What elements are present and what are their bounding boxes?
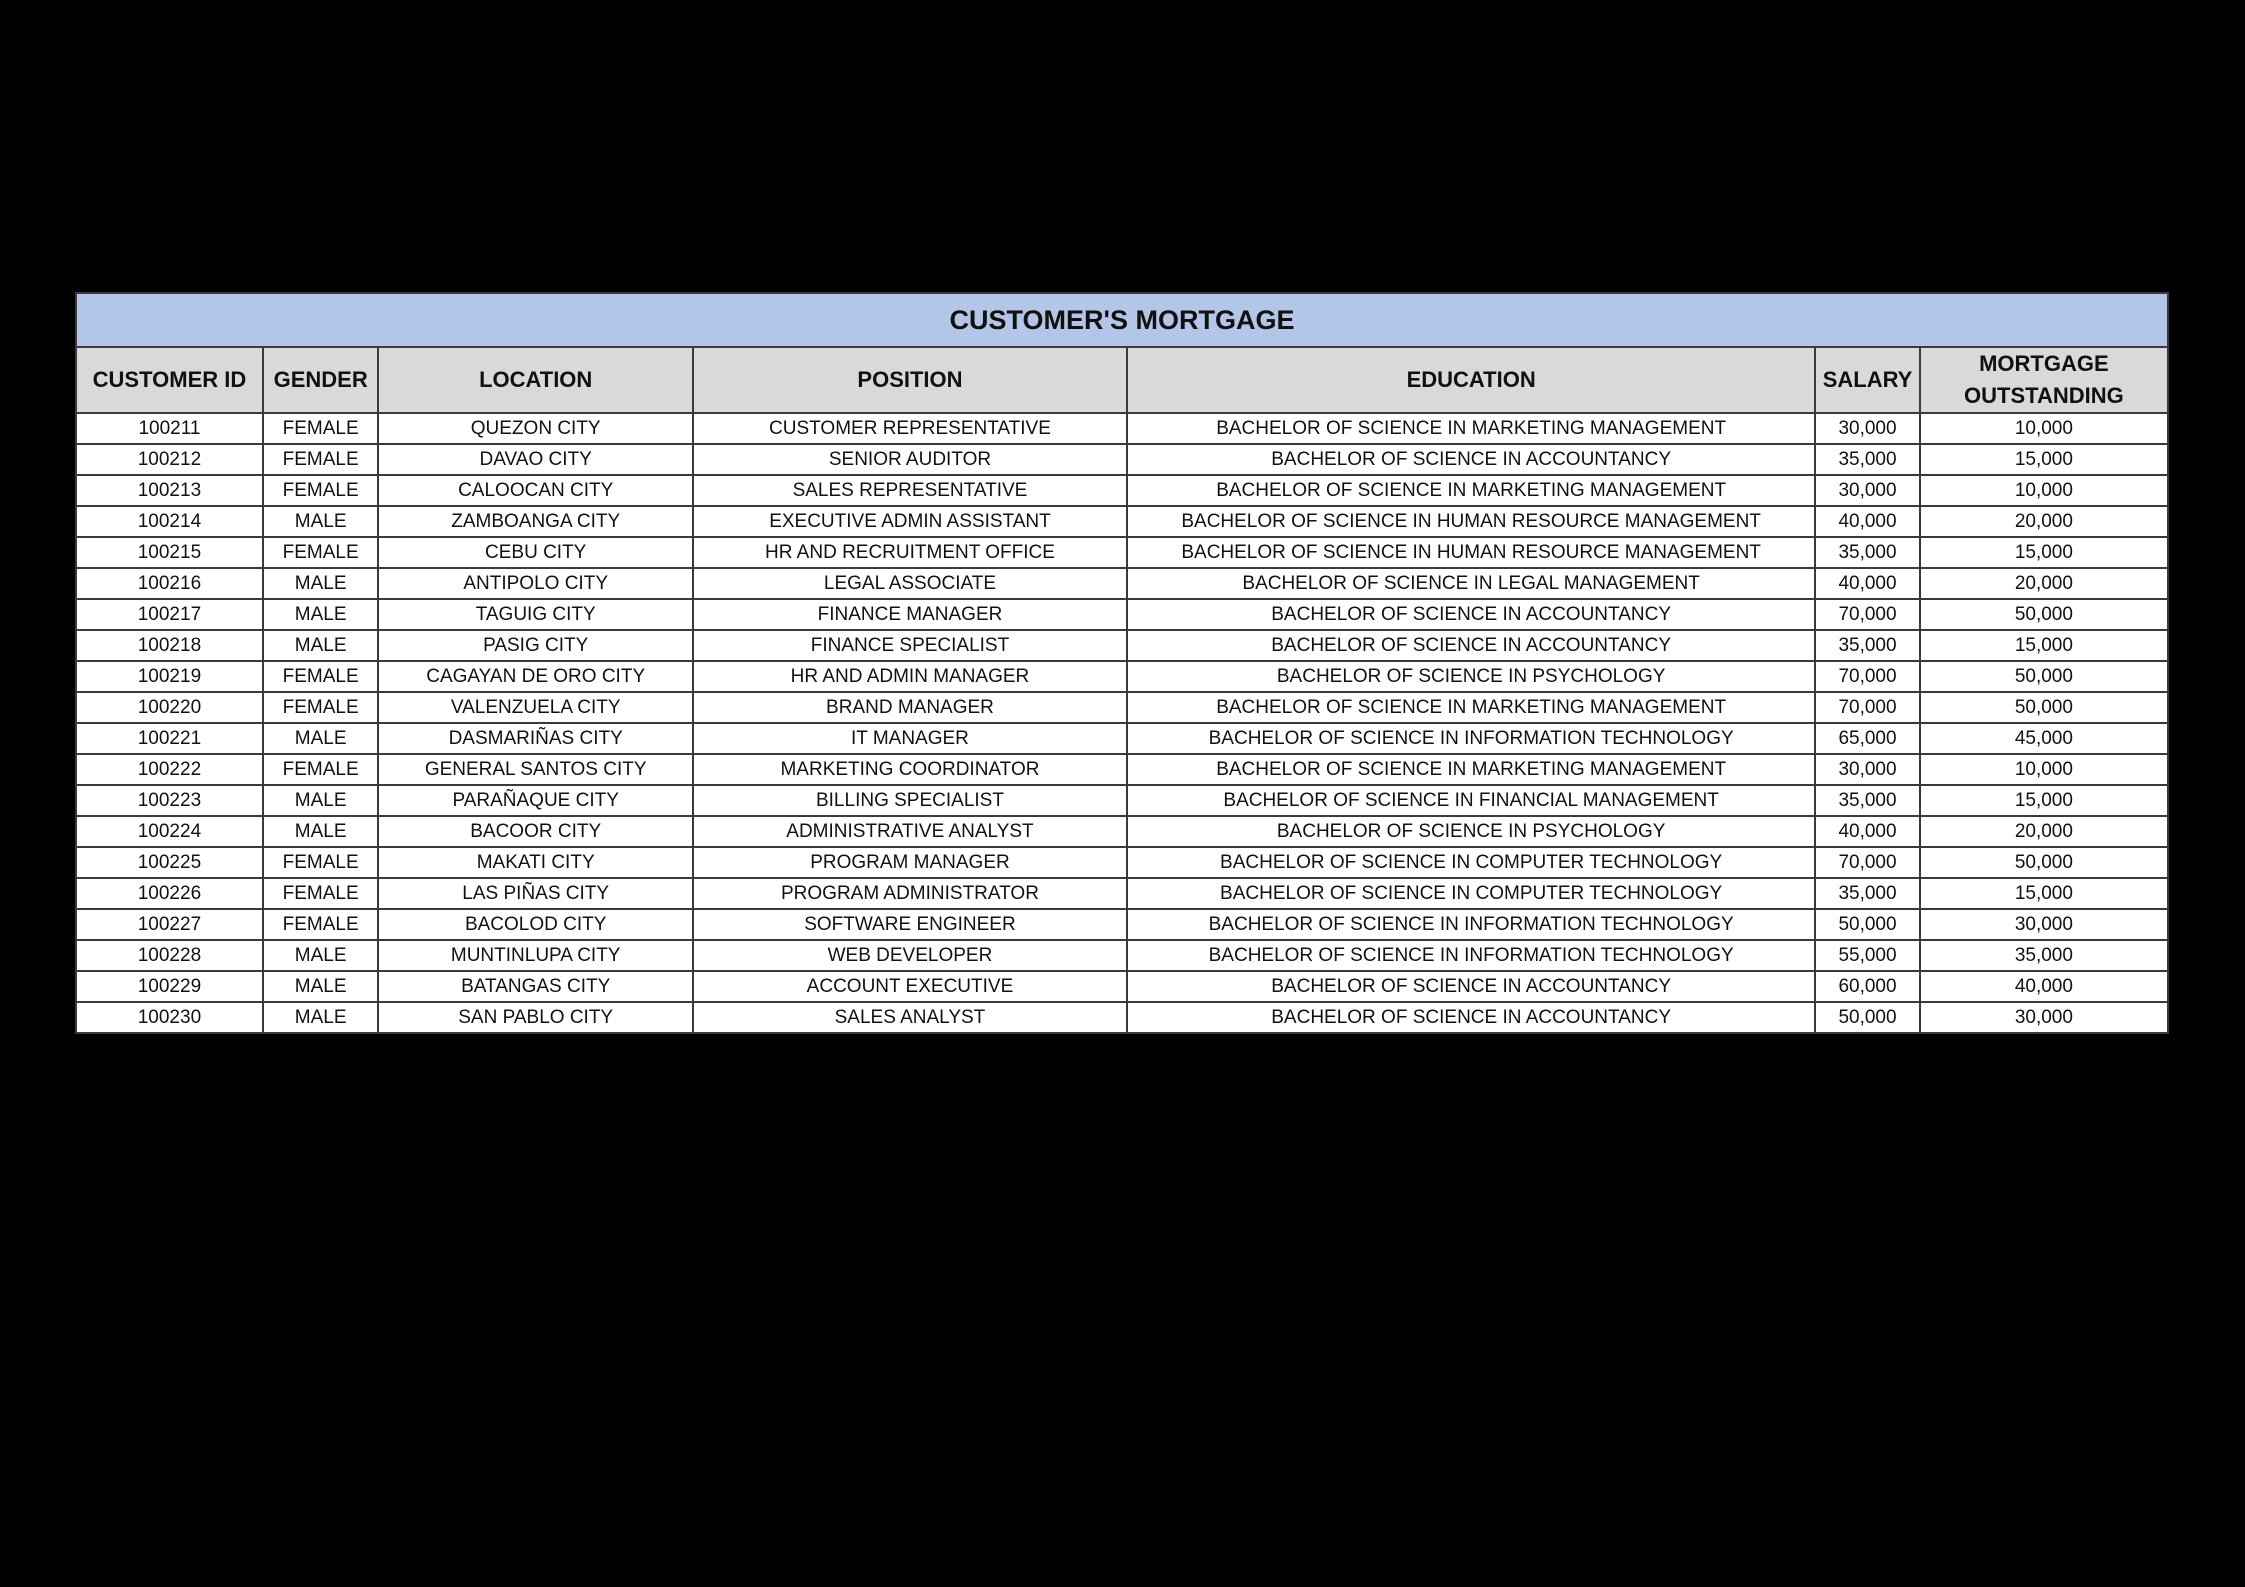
cell-salary[interactable]: 70,000 [1815,847,1919,878]
column-header-customer-id: CUSTOMER ID [76,347,263,413]
cell-location[interactable]: PARAÑAQUE CITY [378,785,693,816]
table-row [76,537,2168,568]
cell-mortgage-outstanding[interactable]: 30,000 [1920,1002,2168,1033]
cell-gender[interactable]: FEMALE [263,754,379,785]
column-header-education: EDUCATION [1127,347,1815,413]
table-row [76,1002,2168,1033]
cell-customer-id[interactable]: 100212 [76,444,263,475]
cell-position[interactable]: IT MANAGER [693,723,1127,754]
cell-salary[interactable]: 35,000 [1815,785,1919,816]
cell-customer-id[interactable]: 100226 [76,878,263,909]
cell-education[interactable]: BACHELOR OF SCIENCE IN PSYCHOLOGY [1127,661,1815,692]
cell-customer-id[interactable]: 100230 [76,1002,263,1033]
cell-location[interactable]: MAKATI CITY [378,847,693,878]
cell-customer-id[interactable]: 100223 [76,785,263,816]
table-row [76,723,2168,754]
cell-salary[interactable]: 55,000 [1815,940,1919,971]
cell-location[interactable]: DAVAO CITY [378,444,693,475]
table-title: CUSTOMER'S MORTGAGE [76,293,2168,347]
cell-salary[interactable]: 65,000 [1815,723,1919,754]
cell-salary[interactable]: 30,000 [1815,754,1919,785]
cell-location[interactable]: SAN PABLO CITY [378,1002,693,1033]
cell-mortgage-outstanding[interactable]: 30,000 [1920,909,2168,940]
table-row [76,785,2168,816]
cell-education[interactable]: BACHELOR OF SCIENCE IN ACCOUNTANCY [1127,971,1815,1002]
cell-customer-id[interactable]: 100229 [76,971,263,1002]
cell-salary[interactable]: 50,000 [1815,1002,1919,1033]
cell-gender[interactable]: FEMALE [263,661,379,692]
mortgage-table [75,292,2169,1034]
cell-position[interactable]: EXECUTIVE ADMIN ASSISTANT [693,506,1127,537]
cell-mortgage-outstanding[interactable]: 15,000 [1920,630,2168,661]
spreadsheet [75,292,2169,1034]
cell-mortgage-outstanding[interactable]: 50,000 [1920,692,2168,723]
cell-customer-id[interactable]: 100218 [76,630,263,661]
cell-gender[interactable]: FEMALE [263,692,379,723]
table-row [76,568,2168,599]
cell-gender[interactable]: FEMALE [263,475,379,506]
table-row [76,754,2168,785]
cell-customer-id[interactable]: 100215 [76,537,263,568]
cell-education[interactable]: BACHELOR OF SCIENCE IN MARKETING MANAGEMENT [1127,475,1815,506]
cell-salary[interactable]: 30,000 [1815,413,1919,444]
cell-gender[interactable]: MALE [263,785,379,816]
cell-customer-id[interactable]: 100221 [76,723,263,754]
cell-location[interactable]: QUEZON CITY [378,413,693,444]
cell-gender[interactable]: MALE [263,506,379,537]
cell-salary[interactable]: 30,000 [1815,475,1919,506]
cell-position[interactable]: HR AND RECRUITMENT OFFICE [693,537,1127,568]
cell-position[interactable]: WEB DEVELOPER [693,940,1127,971]
cell-salary[interactable]: 35,000 [1815,444,1919,475]
cell-salary[interactable]: 35,000 [1815,537,1919,568]
table-row [76,692,2168,723]
cell-position[interactable]: CUSTOMER REPRESENTATIVE [693,413,1127,444]
table-row [76,413,2168,444]
cell-mortgage-outstanding[interactable]: 15,000 [1920,444,2168,475]
cell-gender[interactable]: FEMALE [263,413,379,444]
cell-salary[interactable]: 70,000 [1815,661,1919,692]
cell-mortgage-outstanding[interactable]: 10,000 [1920,754,2168,785]
cell-location[interactable]: CAGAYAN DE ORO CITY [378,661,693,692]
cell-location[interactable]: VALENZUELA CITY [378,692,693,723]
cell-gender[interactable]: MALE [263,723,379,754]
header-row [76,347,2168,413]
cell-gender[interactable]: MALE [263,599,379,630]
cell-position[interactable]: SENIOR AUDITOR [693,444,1127,475]
cell-position[interactable]: FINANCE MANAGER [693,599,1127,630]
cell-position[interactable]: SOFTWARE ENGINEER [693,909,1127,940]
cell-position[interactable]: LEGAL ASSOCIATE [693,568,1127,599]
cell-gender[interactable]: MALE [263,1002,379,1033]
cell-location[interactable]: ANTIPOLO CITY [378,568,693,599]
cell-customer-id[interactable]: 100225 [76,847,263,878]
cell-education[interactable]: BACHELOR OF SCIENCE IN PSYCHOLOGY [1127,816,1815,847]
cell-education[interactable]: BACHELOR OF SCIENCE IN ACCOUNTANCY [1127,1002,1815,1033]
cell-position[interactable]: SALES REPRESENTATIVE [693,475,1127,506]
cell-gender[interactable]: FEMALE [263,909,379,940]
cell-education[interactable]: BACHELOR OF SCIENCE IN FINANCIAL MANAGEMENT [1127,785,1815,816]
cell-education[interactable]: BACHELOR OF SCIENCE IN HUMAN RESOURCE MANAGEMENT [1127,506,1815,537]
cell-location[interactable]: MUNTINLUPA CITY [378,940,693,971]
cell-gender[interactable]: FEMALE [263,878,379,909]
cell-mortgage-outstanding[interactable]: 20,000 [1920,816,2168,847]
cell-gender[interactable]: MALE [263,816,379,847]
table-row [76,599,2168,630]
cell-salary[interactable]: 70,000 [1815,599,1919,630]
cell-salary[interactable]: 40,000 [1815,506,1919,537]
cell-mortgage-outstanding[interactable]: 20,000 [1920,568,2168,599]
cell-salary[interactable]: 50,000 [1815,909,1919,940]
cell-customer-id[interactable]: 100217 [76,599,263,630]
cell-salary[interactable]: 70,000 [1815,692,1919,723]
cell-location[interactable]: DASMARIÑAS CITY [378,723,693,754]
cell-location[interactable]: TAGUIG CITY [378,599,693,630]
cell-customer-id[interactable]: 100222 [76,754,263,785]
cell-mortgage-outstanding[interactable]: 10,000 [1920,475,2168,506]
cell-customer-id[interactable]: 100216 [76,568,263,599]
cell-education[interactable]: BACHELOR OF SCIENCE IN INFORMATION TECHNOLOGY [1127,940,1815,971]
cell-position[interactable]: MARKETING COORDINATOR [693,754,1127,785]
cell-customer-id[interactable]: 100228 [76,940,263,971]
cell-location[interactable]: CALOOCAN CITY [378,475,693,506]
cell-position[interactable]: BILLING SPECIALIST [693,785,1127,816]
cell-mortgage-outstanding[interactable]: 50,000 [1920,599,2168,630]
table-row [76,971,2168,1002]
cell-mortgage-outstanding[interactable]: 35,000 [1920,940,2168,971]
cell-mortgage-outstanding[interactable]: 15,000 [1920,878,2168,909]
cell-customer-id[interactable]: 100213 [76,475,263,506]
cell-mortgage-outstanding[interactable]: 50,000 [1920,847,2168,878]
table-row [76,506,2168,537]
column-header-location: LOCATION [378,347,693,413]
table-row [76,475,2168,506]
cell-mortgage-outstanding[interactable]: 20,000 [1920,506,2168,537]
cell-gender[interactable]: MALE [263,971,379,1002]
cell-salary[interactable]: 35,000 [1815,878,1919,909]
cell-education[interactable]: BACHELOR OF SCIENCE IN MARKETING MANAGEMENT [1127,692,1815,723]
cell-mortgage-outstanding[interactable]: 15,000 [1920,785,2168,816]
cell-salary[interactable]: 60,000 [1815,971,1919,1002]
cell-position[interactable]: BRAND MANAGER [693,692,1127,723]
cell-education[interactable]: BACHELOR OF SCIENCE IN INFORMATION TECHNOLOGY [1127,909,1815,940]
cell-gender[interactable]: FEMALE [263,847,379,878]
cell-salary[interactable]: 40,000 [1815,816,1919,847]
table-row [76,940,2168,971]
cell-position[interactable]: ACCOUNT EXECUTIVE [693,971,1127,1002]
cell-gender[interactable]: FEMALE [263,444,379,475]
table-row [76,661,2168,692]
cell-mortgage-outstanding[interactable]: 45,000 [1920,723,2168,754]
table-body [76,413,2168,1033]
cell-education[interactable]: BACHELOR OF SCIENCE IN MARKETING MANAGEMENT [1127,754,1815,785]
cell-location[interactable]: LAS PIÑAS CITY [378,878,693,909]
cell-education[interactable]: BACHELOR OF SCIENCE IN MARKETING MANAGEMENT [1127,413,1815,444]
cell-location[interactable]: BACOLOD CITY [378,909,693,940]
cell-gender[interactable]: FEMALE [263,537,379,568]
cell-gender[interactable]: MALE [263,940,379,971]
table-row [76,630,2168,661]
table-row [76,444,2168,475]
cell-location[interactable]: BATANGAS CITY [378,971,693,1002]
cell-education[interactable]: BACHELOR OF SCIENCE IN ACCOUNTANCY [1127,630,1815,661]
cell-location[interactable]: CEBU CITY [378,537,693,568]
cell-customer-id[interactable]: 100219 [76,661,263,692]
column-header-position: POSITION [693,347,1127,413]
cell-position[interactable]: SALES ANALYST [693,1002,1127,1033]
cell-salary[interactable]: 35,000 [1815,630,1919,661]
cell-customer-id[interactable]: 100214 [76,506,263,537]
cell-mortgage-outstanding[interactable]: 10,000 [1920,413,2168,444]
cell-position[interactable]: PROGRAM ADMINISTRATOR [693,878,1127,909]
cell-mortgage-outstanding[interactable]: 40,000 [1920,971,2168,1002]
cell-mortgage-outstanding[interactable]: 50,000 [1920,661,2168,692]
cell-gender[interactable]: MALE [263,630,379,661]
column-header-salary: SALARY [1815,347,1919,413]
cell-salary[interactable]: 40,000 [1815,568,1919,599]
cell-education[interactable]: BACHELOR OF SCIENCE IN LEGAL MANAGEMENT [1127,568,1815,599]
column-header-gender: GENDER [263,347,379,413]
table-row [76,909,2168,940]
cell-location[interactable]: GENERAL SANTOS CITY [378,754,693,785]
cell-education[interactable]: BACHELOR OF SCIENCE IN HUMAN RESOURCE MANAGEMENT [1127,537,1815,568]
cell-education[interactable]: BACHELOR OF SCIENCE IN INFORMATION TECHNOLOGY [1127,723,1815,754]
table-row [76,816,2168,847]
cell-education[interactable]: BACHELOR OF SCIENCE IN ACCOUNTANCY [1127,599,1815,630]
cell-customer-id[interactable]: 100220 [76,692,263,723]
cell-location[interactable]: ZAMBOANGA CITY [378,506,693,537]
table-row [76,847,2168,878]
cell-mortgage-outstanding[interactable]: 15,000 [1920,537,2168,568]
cell-position[interactable]: ADMINISTRATIVE ANALYST [693,816,1127,847]
cell-location[interactable]: BACOOR CITY [378,816,693,847]
table-row [76,878,2168,909]
cell-position[interactable]: PROGRAM MANAGER [693,847,1127,878]
cell-gender[interactable]: MALE [263,568,379,599]
cell-location[interactable]: PASIG CITY [378,630,693,661]
cell-customer-id[interactable]: 100211 [76,413,263,444]
cell-education[interactable]: BACHELOR OF SCIENCE IN ACCOUNTANCY [1127,444,1815,475]
cell-education[interactable]: BACHELOR OF SCIENCE IN COMPUTER TECHNOLOGY [1127,847,1815,878]
column-header-mortgage-outstanding: MORTGAGE OUTSTANDING [1920,347,2168,413]
cell-customer-id[interactable]: 100227 [76,909,263,940]
title-row [76,293,2168,347]
cell-customer-id[interactable]: 100224 [76,816,263,847]
cell-position[interactable]: HR AND ADMIN MANAGER [693,661,1127,692]
cell-education[interactable]: BACHELOR OF SCIENCE IN COMPUTER TECHNOLOGY [1127,878,1815,909]
cell-position[interactable]: FINANCE SPECIALIST [693,630,1127,661]
